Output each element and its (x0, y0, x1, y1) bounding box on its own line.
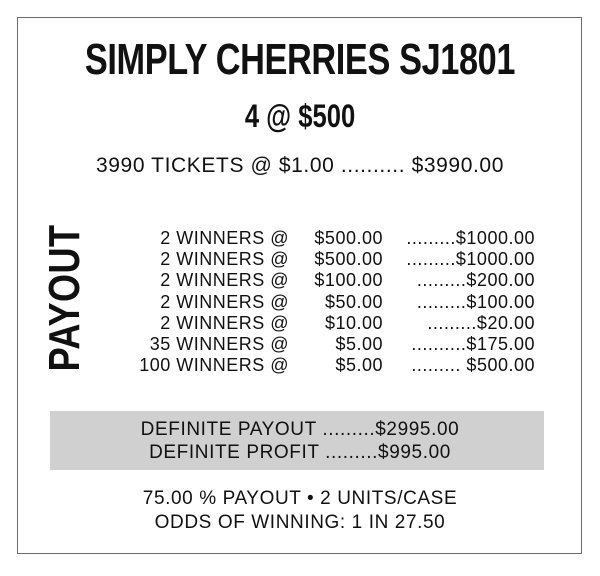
payout-total: .........$1000.00 (406, 228, 535, 248)
payout-amount: $50.00 (324, 291, 383, 312)
payout-label-text: PAYOUT (40, 224, 89, 372)
payout-table (110, 228, 535, 376)
odds-line: ODDS OF WINNING: 1 IN 27.50 (154, 512, 446, 533)
definite-profit: DEFINITE PROFIT .........$995.00 (149, 442, 451, 463)
payout-row (110, 313, 535, 334)
payout-total: ..........$175.00 (411, 333, 535, 354)
payout-row (110, 249, 535, 270)
payout-amount: $5.00 (335, 333, 383, 354)
payout-winners: 2 WINNERS @ (160, 270, 289, 291)
payout-amount: $100.00 (314, 270, 383, 291)
payout-total: .........$200.00 (416, 270, 535, 291)
payout-winners: 2 WINNERS @ (160, 228, 289, 248)
payout-total: .........$20.00 (427, 312, 535, 333)
tickets-line: 3990 TICKETS @ $1.00 .......... $3990.00 (96, 154, 504, 177)
payout-winners: 2 WINNERS @ (160, 291, 289, 312)
payout-vertical-label (42, 208, 88, 388)
definite-payout: DEFINITE PAYOUT .........$2995.00 (140, 419, 460, 440)
payout-amount: $5.00 (335, 355, 383, 376)
payout-units-line: 75.00 % PAYOUT • 2 UNITS/CASE (142, 488, 458, 509)
payout-winners: 2 WINNERS @ (160, 249, 289, 270)
payout-winners: 35 WINNERS @ (149, 333, 289, 354)
payout-winners: 2 WINNERS @ (160, 312, 289, 333)
payout-total: ......... $500.00 (411, 355, 535, 376)
payout-row (110, 355, 535, 376)
payout-row (110, 292, 535, 313)
payout-row (110, 334, 535, 355)
payout-row (110, 270, 535, 291)
page-title: SIMPLY CHERRIES SJ1801 (84, 35, 516, 84)
payout-winners: 100 WINNERS @ (139, 355, 289, 376)
payout-amount: $500.00 (314, 249, 383, 270)
payout-amount: $10.00 (324, 312, 383, 333)
payout-total: .........$100.00 (416, 291, 535, 312)
payout-amount: $500.00 (314, 228, 383, 248)
payout-row (110, 228, 535, 249)
payout-total: .........$1000.00 (406, 249, 535, 270)
subtitle: 4 @ $500 (244, 98, 356, 134)
